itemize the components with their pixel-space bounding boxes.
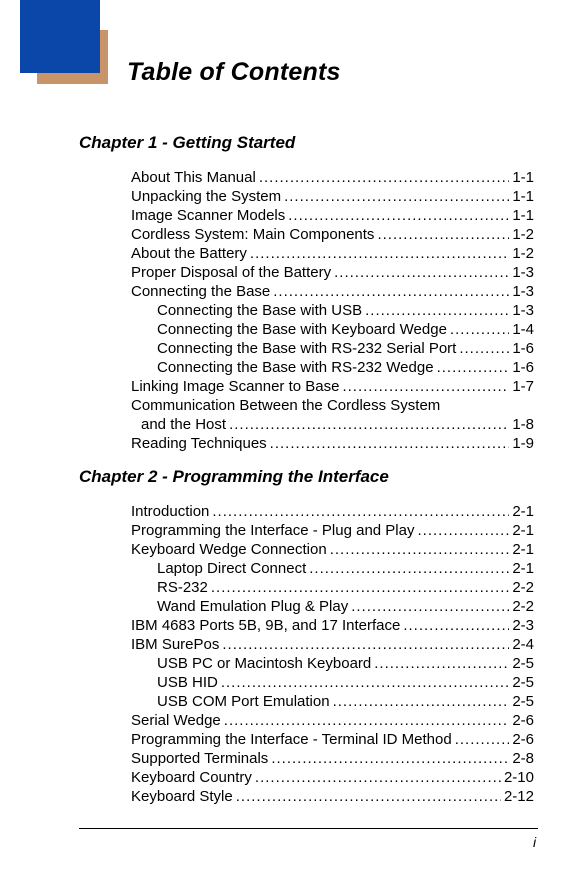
toc-entry[interactable]	[131, 730, 534, 749]
toc-entry-title: Reading Techniques	[131, 435, 267, 452]
toc-entry-page: 1-7	[512, 378, 534, 395]
toc-entry[interactable]	[131, 168, 534, 187]
toc-entry-title: Connecting the Base	[131, 283, 271, 300]
toc-entry-title: Wand Emulation Plug & Play	[157, 598, 349, 615]
toc-entry-title: About the Battery	[131, 245, 247, 262]
dot-leader	[417, 521, 509, 540]
corner-decoration-blue	[20, 0, 100, 73]
footer-rule	[79, 828, 538, 829]
toc-entry-page: 1-1	[512, 188, 534, 205]
toc-entry-page: 2-5	[512, 693, 534, 710]
toc-entry[interactable]	[131, 187, 534, 206]
toc-subentry[interactable]	[131, 673, 534, 692]
toc-entry-title: Introduction	[131, 503, 210, 520]
toc-entry-page: 1-6	[512, 359, 534, 376]
toc-subentry[interactable]	[131, 654, 534, 673]
dot-leader	[374, 654, 509, 673]
toc-subentry[interactable]	[131, 358, 534, 377]
dot-leader	[330, 540, 510, 559]
toc-entry-title: Keyboard Country	[131, 769, 252, 786]
chapter-1-toc-list	[131, 168, 534, 453]
toc-entry[interactable]	[131, 540, 534, 559]
toc-entry-title: Unpacking the System	[131, 188, 282, 205]
toc-entry-title: Programming the Interface - Terminal ID Method	[131, 731, 452, 748]
toc-subentry[interactable]	[131, 559, 534, 578]
toc-entry-title: About This Manual	[131, 169, 256, 186]
toc-entry-page: 1-3	[512, 283, 534, 300]
dot-leader	[365, 301, 509, 320]
chapter-2-heading: Chapter 2 - Programming the Interface	[79, 467, 389, 486]
toc-entry-continuation[interactable]	[131, 415, 534, 434]
toc-entry-title: Laptop Direct Connect	[157, 560, 307, 577]
toc-entry-first-line[interactable]	[131, 396, 534, 415]
toc-entry-page: 1-1	[512, 169, 534, 186]
dot-leader	[229, 415, 509, 434]
dot-leader	[222, 635, 509, 654]
dot-leader	[255, 768, 501, 787]
toc-entry-page: 2-12	[503, 788, 534, 805]
dot-leader	[221, 673, 509, 692]
toc-entry[interactable]	[131, 502, 534, 521]
toc-entry-page: 1-9	[512, 435, 534, 452]
toc-entry-page: 2-8	[512, 750, 534, 767]
toc-entry[interactable]	[131, 616, 534, 635]
toc-entry-title: Keyboard Style	[131, 788, 233, 805]
toc-entry[interactable]	[131, 377, 534, 396]
dot-leader	[212, 502, 509, 521]
dot-leader	[259, 168, 510, 187]
toc-entry-page: 2-1	[512, 541, 534, 558]
toc-entry-page: 2-4	[512, 636, 534, 653]
dot-leader	[351, 597, 509, 616]
toc-entry-page: 2-1	[512, 503, 534, 520]
dot-leader	[224, 711, 510, 730]
toc-entry-title: and the Host	[141, 416, 227, 433]
toc-entry-title: Serial Wedge	[131, 712, 221, 729]
toc-entry-title: Image Scanner Models	[131, 207, 286, 224]
toc-entry[interactable]	[131, 787, 534, 806]
toc-entry[interactable]	[131, 244, 534, 263]
toc-entry[interactable]	[131, 225, 534, 244]
toc-entry-title: Cordless System: Main Components	[131, 226, 375, 243]
toc-entry-page: 2-2	[512, 598, 534, 615]
toc-entry-page: 1-6	[512, 340, 534, 357]
toc-entry-title: Connecting the Base with RS-232 Serial Port	[157, 340, 457, 357]
dot-leader	[284, 187, 509, 206]
dot-leader	[459, 339, 509, 358]
dot-leader	[236, 787, 501, 806]
dot-leader	[342, 377, 509, 396]
dot-leader	[403, 616, 509, 635]
toc-entry-title: USB HID	[157, 674, 218, 691]
toc-entry-title: Connecting the Base with RS-232 Wedge	[157, 359, 434, 376]
toc-entry-title: Connecting the Base with USB	[157, 302, 363, 319]
dot-leader	[377, 225, 509, 244]
footer-page-number: i	[533, 834, 537, 850]
toc-entry-title: RS-232	[157, 579, 208, 596]
toc-subentry[interactable]	[131, 578, 534, 597]
toc-entry-page: 1-3	[512, 264, 534, 281]
toc-entry-title: Programming the Interface - Plug and Play	[131, 522, 415, 539]
dot-leader	[437, 358, 510, 377]
toc-subentry[interactable]	[131, 339, 534, 358]
toc-entry-page: 2-1	[512, 560, 534, 577]
toc-entry-page: 1-8	[512, 416, 534, 433]
toc-entry[interactable]	[131, 711, 534, 730]
toc-entry-page: 2-6	[512, 731, 534, 748]
toc-entry-page: 1-1	[512, 207, 534, 224]
dot-leader	[273, 282, 509, 301]
toc-entry[interactable]	[131, 263, 534, 282]
toc-entry[interactable]	[131, 434, 534, 453]
toc-subentry[interactable]	[131, 597, 534, 616]
toc-entry-page: 2-5	[512, 655, 534, 672]
toc-entry-page: 2-2	[512, 579, 534, 596]
toc-entry-title: Supported Terminals	[131, 750, 269, 767]
dot-leader	[270, 434, 510, 453]
toc-entry-title: Proper Disposal of the Battery	[131, 264, 332, 281]
dot-leader	[450, 320, 509, 339]
toc-entry[interactable]	[131, 206, 534, 225]
toc-entry-title: Communication Between the Cordless System	[131, 397, 441, 414]
toc-entry-page: 2-5	[512, 674, 534, 691]
toc-entry-page: 2-1	[512, 522, 534, 539]
dot-leader	[211, 578, 509, 597]
toc-entry[interactable]	[131, 521, 534, 540]
dot-leader	[250, 244, 509, 263]
toc-entry-page: 1-2	[512, 226, 534, 243]
toc-subentry[interactable]	[131, 320, 534, 339]
dot-leader	[333, 692, 510, 711]
toc-entry-title: Connecting the Base with Keyboard Wedge	[157, 321, 447, 338]
dot-leader	[455, 730, 510, 749]
chapter-2-toc-list	[131, 502, 534, 806]
chapter-1-heading: Chapter 1 - Getting Started	[79, 133, 296, 152]
toc-entry-page: 2-3	[512, 617, 534, 634]
toc-entry-title: USB COM Port Emulation	[157, 693, 330, 710]
dot-leader	[288, 206, 509, 225]
toc-entry[interactable]	[131, 749, 534, 768]
toc-entry-title: USB PC or Macintosh Keyboard	[157, 655, 372, 672]
toc-subentry[interactable]	[131, 692, 534, 711]
dot-leader	[309, 559, 509, 578]
dot-leader	[334, 263, 509, 282]
toc-entry-page: 2-10	[503, 769, 534, 786]
toc-entry-page: 1-4	[512, 321, 534, 338]
toc-entry-page: 2-6	[512, 712, 534, 729]
toc-entry-title: IBM SurePos	[131, 636, 220, 653]
dot-leader	[271, 749, 509, 768]
toc-entry[interactable]	[131, 635, 534, 654]
toc-entry-title: Linking Image Scanner to Base	[131, 378, 340, 395]
toc-subentry[interactable]	[131, 301, 534, 320]
toc-entry-title: IBM 4683 Ports 5B, 9B, and 17 Interface	[131, 617, 401, 634]
toc-entry[interactable]	[131, 768, 534, 787]
toc-entry-title: Keyboard Wedge Connection	[131, 541, 327, 558]
toc-entry-page: 1-3	[512, 302, 534, 319]
page-title: Table of Contents	[127, 58, 341, 86]
toc-entry[interactable]	[131, 282, 534, 301]
toc-entry-page: 1-2	[512, 245, 534, 262]
